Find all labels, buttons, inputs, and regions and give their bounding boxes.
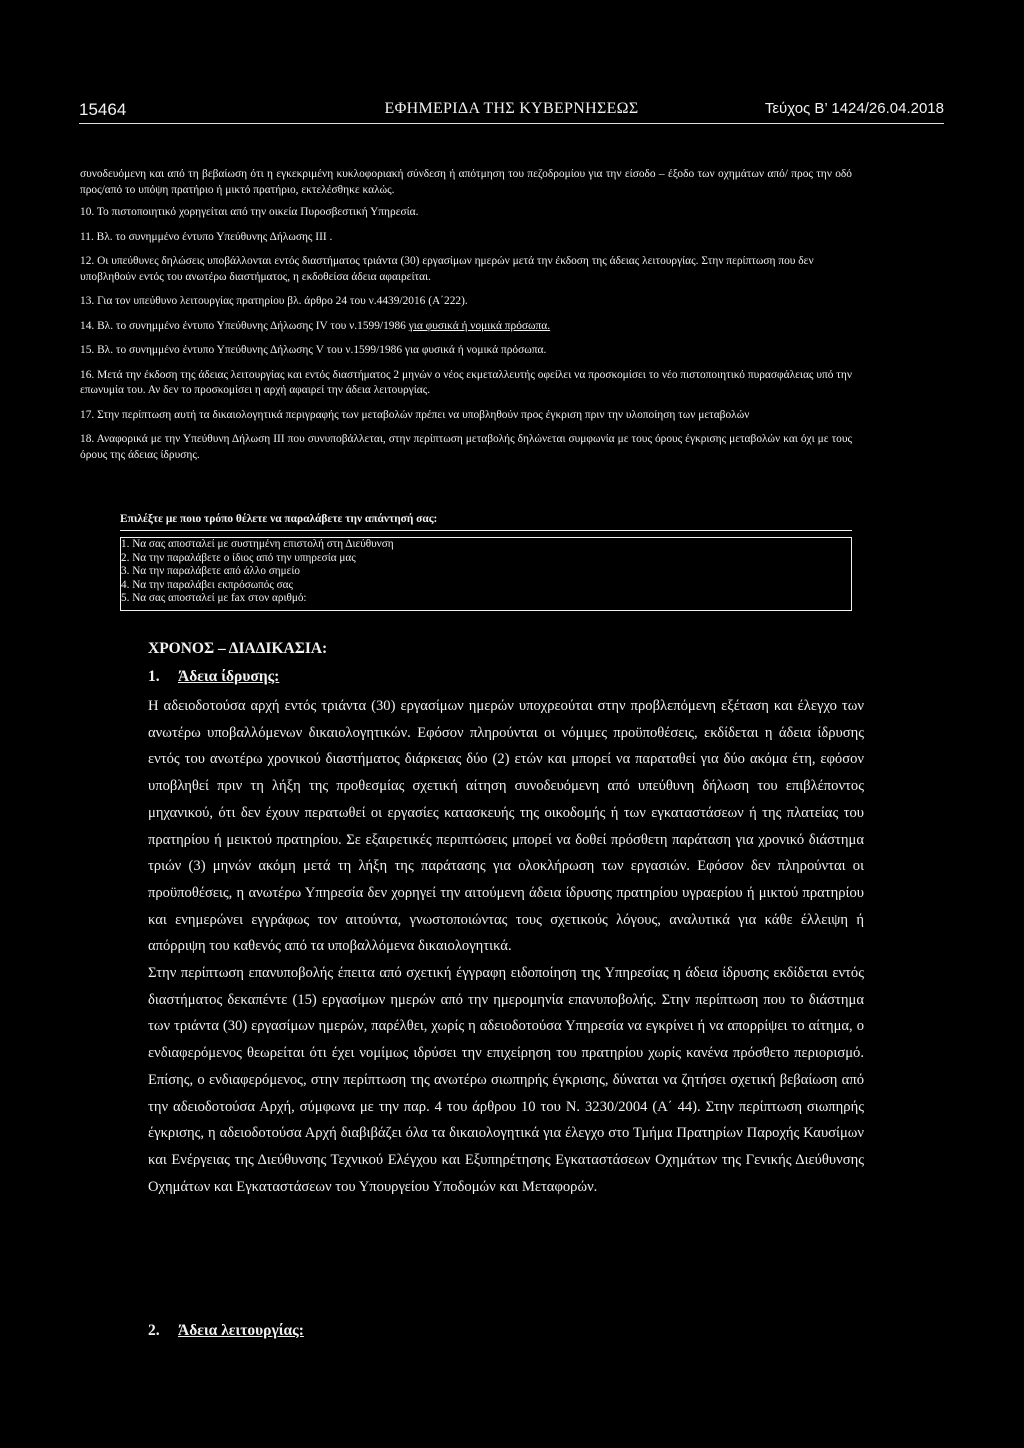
note-16: 16. Μετά την έκδοση της άδειας λειτουργίας και εντός διαστήματος 2 μηνών ο νέος εκμεταλλευτής οφείλει να προσκομίσει το νέο πιστοποιητικό πυρασφάλειας υπό την επωνυμία του. Αν δεν το προσκομίσει η αρχή αφαιρεί την άδεια λειτουργίας. [80, 368, 852, 396]
delivery-method-title: Επιλέξτε με ποιο τρόπο θέλετε να παραλάβετε την απάντησή σας: [120, 513, 438, 525]
note-12: 12. Οι υπεύθυνες δηλώσεις υποβάλλονται εντός διαστήματος τριάντα (30) εργασίμων ημερών μετά την έκδοση της άδειας λειτουργίας. Στην περίπτωση που δεν υποβληθούν εντός του ανωτέρω διαστήματος, η εκδοθείσα άδεια αφαιρείται. [80, 255, 814, 283]
paragraph-2: Στην περίπτωση επανυποβολής έπειτα από σχετική έγγραφη ειδοποίηση της Υπηρεσίας η άδεια ίδρυσης εκδίδεται εντός διαστήματος δεκαπέντε (15) εργασίμων ημερών από την ημερομηνία επανυποβολής. Στην περίπτωση που το διάστημα των τριάντα (30) εργασίμων ημερών, παρέλθει, χωρίς η αδειοδοτούσα Υπηρεσία να εγκρίνει ή να απορρίψει το αίτημα, ο ενδιαφερόμενος θεωρείται ότι έχει νομίμως ιδρύσει την επιχείρηση του πρατηρίου χωρίς κανένα πρόσθετο περιορισμό. Επίσης, ο ενδιαφερόμενος, στην περίπτωση της ανωτέρω σιωπηρής έγκρισης, δύναται να ζητήσει σχετική βεβαίωση από την αδειοδοτούσα Αρχή, σύμφωνα με την παρ. 4 του άρθρου 10 του Ν. 3230/2004 (Α΄ 44). Στην περίπτωση σιωπηρής έγκρισης, η αδειοδοτούσα Αρχή διαβιβάζει όλα τα δικαιολογητικά για έλεγχο στο Τμήμα Πρατηρίων Παροχής Καυσίμων και Ενέργειας της Διεύθυνσης Τεχνικού Ελέγχου και Εξυπηρέτησης Εγκαταστάσεων Οχημάτων της Γενικής Διεύθυνσης Οχημάτων και Εγκαταστάσεων του Υπουργείου Υποδομών και Μεταφορών. [148, 965, 864, 1195]
gazette-title: ΕΦΗΜΕΡΙΔΑ ΤΗΣ ΚΥΒΕΡΝΗΣΕΩΣ [384, 100, 639, 117]
delivery-option: 4. Να την παραλάβει εκπρόσωπός σας [121, 578, 293, 591]
page-header [79, 100, 944, 124]
subsection-1-heading [148, 668, 279, 686]
note-11: 11. Βλ. το συνημμένο έντυπο Υπεύθυνης Δήλωσης ΙΙΙ . [80, 230, 333, 243]
subsection-1-body [148, 693, 864, 1200]
delivery-option: 3. Να την παραλάβετε από άλλο σημείο [121, 565, 300, 578]
header-divider [79, 123, 944, 124]
subsection-2-heading [148, 1322, 304, 1340]
delivery-option: 5. Να σας αποσταλεί με fax στον αριθμό: [121, 592, 307, 605]
note-14 [80, 319, 852, 335]
subsection-2-label: Άδεια λειτουργίας: [178, 1322, 304, 1339]
delivery-method-divider [120, 530, 852, 531]
note-10: 10. Το πιστοποιητικό χορηγείται από την οικεία Πυροσβεστική Υπηρεσία. [80, 206, 419, 218]
note-14-text: 14. Βλ. το συνημμένο έντυπο Υπεύθυνης Δήλωσης IV του ν.1599/1986 [80, 319, 409, 332]
subsection-1-number: 1. [148, 668, 160, 685]
section-title: ΧΡΟΝΟΣ – ΔΙΑΔΙΚΑΣΙΑ: [148, 640, 328, 657]
subsection-1-label: Άδεια ίδρυσης: [178, 668, 280, 685]
note-intro: συνοδευόμενη και από τη βεβαίωση ότι η εγκεκριμένη κυκλοφοριακή σύνδεση ή απότμηση του πεζοδρομίου για την είσοδο – έξοδο των οχημάτων από/ προς την οδό προς/από το υπόψη πρατήριο ή μικτό πρατήριο, εκτελέσθηκε καλώς. [80, 168, 852, 196]
delivery-options-box [120, 537, 852, 611]
note-17: 17. Στην περίπτωση αυτή τα δικαιολογητικά περιγραφής των μεταβολών πρέπει να υποβληθούν προς έγκριση πριν την υλοποίηση των μεταβολών [80, 408, 750, 421]
note-15: 15. Βλ. το συνημμένο έντυπο Υπεύθυνης Δήλωσης V του ν.1599/1986 για φυσικά ή νομικά πρόσωπα. [80, 344, 547, 356]
notes-list [80, 167, 852, 463]
note-18: 18. Αναφορικά με την Υπεύθυνη Δήλωση ΙΙΙ που συνυποβάλλεται, στην περίπτωση μεταβολής δηλώνεται συμφωνία με τους όρους έγκρισης μεταβολών και όχι με τους όρους της άδειας ίδρυσης. [80, 433, 852, 461]
page-number: 15464 [79, 100, 127, 119]
delivery-option: 2. Να την παραλάβετε ο ίδιος από την υπηρεσία μας [121, 551, 356, 564]
note-14-underlined: για φυσικά ή νομικά πρόσωπα. [408, 319, 551, 332]
paragraph-1: Η αδειοδοτούσα αρχή εντός τριάντα (30) εργασίμων ημερών υποχρεούται στην προβλεπόμενη εξέταση και έλεγχο των ανωτέρω υποβαλλόμενων δικαιολογητικών. Εφόσον πληρούνται οι νόμιμες προϋποθέσεις, εκδίδεται η άδεια ίδρυσης εντός του ανωτέρω χρονικού διαστήματος διάρκειας δύο (2) ετών και μπορεί να παραταθεί για δύο ακόμα έτη, εφόσον υποβληθεί πριν τη λήξη της προθεσμίας σχετική αίτηση συνοδευόμενη από υπεύθυνη δήλωση του επιβλέποντος μηχανικού, ότι δεν έχουν περατωθεί οι εργασίες κατασκευής της οικοδομής ή των εγκαταστάσεων ή της πλατείας του πρατηρίου ή μεικτού πρατηρίου. Σε εξαιρετικές περιπτώσεις μπορεί να δοθεί πρόσθετη παράταση για χρονικό διάστημα τριών (3) μηνών ακόμη μετά τη λήξη της παράτασης για ολοκλήρωση των εργασιών. Εφόσον δεν πληρούνται οι προϋποθέσεις, η ανωτέρω Υπηρεσία δεν χορηγεί την αιτούμενη άδεια ίδρυσης πρατηρίου υγραερίου ή μικτού πρατηρίου και ενημερώνει εγγράφως τον αιτούντα, γνωστοποιώντας τους σχετικούς λόγους, αναλυτικά για κάθε έλλειψη ή απόρριψη του καθενός από τα υποβαλλόμενα δικαιολογητικά. [148, 698, 864, 955]
subsection-2-number: 2. [148, 1322, 160, 1339]
note-13: 13. Για τον υπεύθυνο λειτουργίας πρατηρίου βλ. άρθρο 24 του ν.4439/2016 (Α΄222). [80, 295, 468, 307]
issue-number: Τεύχος Β’ 1424/26.04.2018 [764, 100, 944, 117]
delivery-option: 1. Να σας αποσταλεί με συστημένη επιστολή στη Διεύθυνση [121, 538, 394, 550]
